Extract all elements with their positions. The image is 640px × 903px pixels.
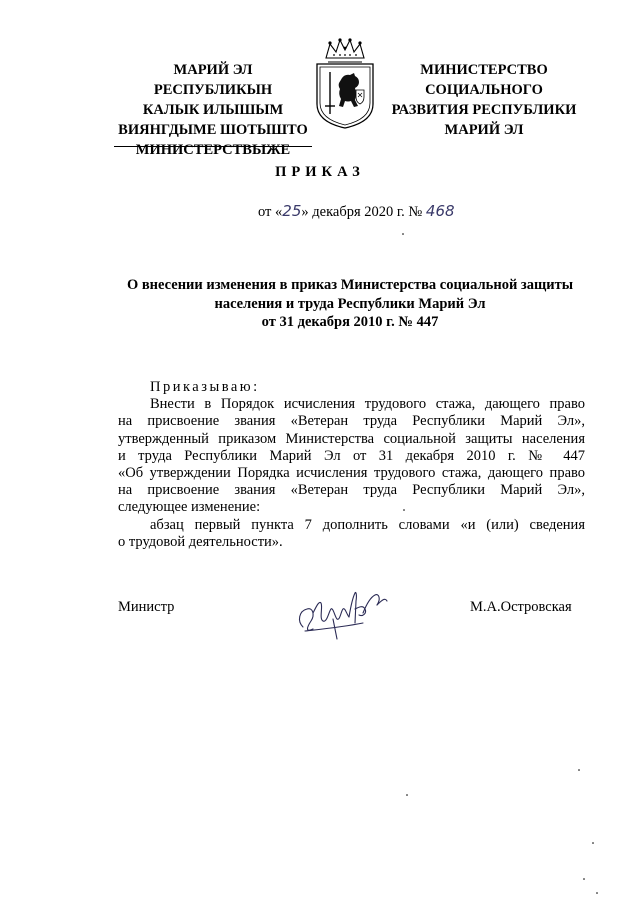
- header-right-line: СОЦИАЛЬНОГО: [425, 82, 543, 98]
- signatory-name: М.А.Островская: [470, 599, 572, 615]
- document-number-handwritten: 468: [425, 202, 455, 220]
- scan-speck: [596, 892, 598, 894]
- subject-line: от 31 декабря 2010 г. № 447: [261, 314, 439, 330]
- header-right-line: МАРИЙ ЭЛ: [444, 122, 524, 138]
- body-line: утвержденный приказом Министерства социальной защиты населения: [118, 430, 585, 447]
- date-middle: » декабря 2020 г. №: [301, 204, 423, 220]
- header-left-line: ВИЯНГДЫМЕ ШОТЫШТО: [118, 122, 308, 138]
- header-divider: [114, 146, 312, 147]
- header-right-line: РАЗВИТИЯ РЕСПУБЛИКИ: [391, 102, 577, 118]
- scan-speck: [592, 842, 594, 844]
- document-subject: [100, 276, 600, 332]
- body-line: о трудовой деятельности».: [118, 533, 283, 550]
- order-word: [118, 379, 585, 396]
- date-prefix: от «: [258, 204, 283, 220]
- coat-of-arms-icon: [312, 38, 378, 130]
- body-line: на присвоение звания «Ветеран труда Республики Марий Эл»,: [118, 413, 585, 430]
- header-left-line: РЕСПУБЛИКЫН: [153, 82, 273, 98]
- header-right-line: МИНИСТЕРСТВО: [420, 62, 548, 78]
- date-day-handwritten: 25: [282, 202, 302, 220]
- signatory-position: Министр: [118, 599, 175, 615]
- document-body: [118, 379, 585, 551]
- header-left-line: МАРИЙ ЭЛ: [173, 62, 253, 78]
- body-line: абзац первый пункта 7 дополнить словами «и (или) сведения: [150, 516, 585, 533]
- subject-line: населения и труда Республики Марий Эл: [214, 295, 486, 312]
- body-line: Внести в Порядок исчисления трудового стажа, дающего право: [150, 396, 585, 413]
- scan-speck: [402, 233, 404, 235]
- scan-speck: [403, 509, 405, 511]
- document-date-line: [258, 202, 455, 221]
- header-right-block: [384, 60, 584, 140]
- body-line: на присвоение звания «Ветеран труда Республики Марий Эл»,: [118, 482, 585, 499]
- subject-line: О внесении изменения в приказ Министерства социальной защиты: [126, 277, 574, 293]
- header-left-block: [113, 60, 313, 160]
- header-left-line: КАЛЫК ИЛЫШЫМ: [142, 102, 284, 118]
- order-word-text: Приказываю:: [150, 379, 260, 395]
- body-line: и труда Республики Марий Эл от 31 декабря 2010 г. № 447: [118, 447, 585, 464]
- header-left-line: МИНИСТЕРСТВЫЖЕ: [135, 142, 291, 158]
- body-line: следующее изменение:: [118, 499, 261, 516]
- handwritten-signature-icon: [293, 583, 393, 641]
- scan-speck: [583, 878, 585, 880]
- scan-speck: [406, 794, 408, 796]
- body-line: «Об утверждении Порядка исчисления трудового стажа, дающего право: [118, 465, 585, 482]
- scan-speck: [578, 769, 580, 771]
- document-title: ПРИКАЗ: [275, 164, 365, 180]
